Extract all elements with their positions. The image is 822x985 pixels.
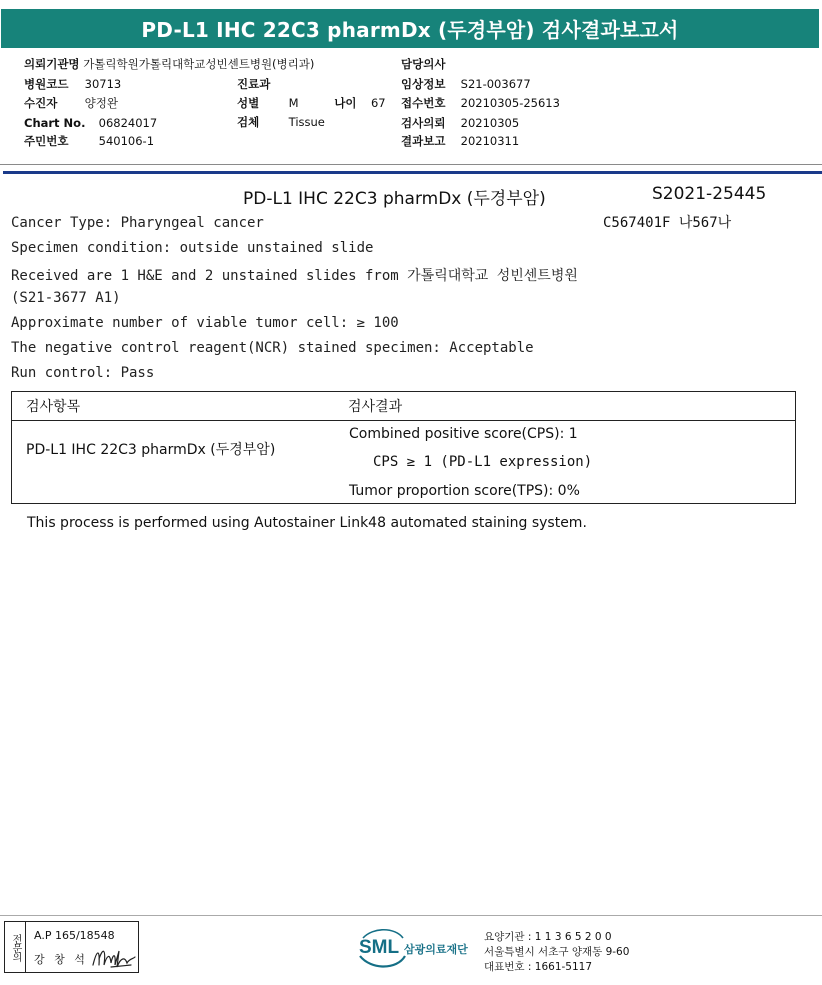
header-value: 20210305-25613: [460, 96, 560, 110]
process-note: This process is performed using Autostainer Link48 automated staining system.: [27, 515, 587, 531]
header-key: 성별: [237, 96, 260, 110]
header-value: 가톨릭학원가톨릭대학교성빈센트병원(병리과): [83, 57, 315, 71]
report-line: The negative control reagent(NCR) stained specimen: Acceptable: [11, 340, 534, 356]
header-key: 진료과: [237, 77, 271, 91]
header-value: S21-003677: [460, 77, 531, 91]
header-key: Chart No.: [24, 116, 86, 130]
result-tps: Tumor proportion score(TPS): 0%: [349, 483, 580, 499]
table-header-test: 검사항목: [26, 399, 81, 415]
header-row-report-date: [401, 134, 519, 148]
header-value: Tissue: [288, 115, 325, 129]
header-row-clinical-info: [401, 77, 531, 91]
report-line: Specimen condition: outside unstained slide: [11, 240, 374, 256]
footer-divider: [0, 915, 822, 916]
report-subtitle: PD-L1 IHC 22C3 pharmDx (두경부암): [243, 189, 546, 209]
header-value: 20210305: [460, 116, 520, 130]
header-row-request-date: [401, 116, 519, 130]
header-row-sex-age: [237, 96, 386, 110]
header-value: 540106-1: [98, 134, 155, 148]
sml-logo-text: SML: [359, 937, 400, 958]
table-header-divider: [12, 420, 795, 421]
header-value: 양정완: [84, 96, 118, 110]
report-line: Approximate number of viable tumor cell: ≥ 100: [11, 315, 399, 331]
header-value: 67: [370, 96, 386, 110]
report-line: Run control: Pass: [11, 365, 155, 381]
org-name: 삼광의료재단: [404, 943, 468, 956]
header-value: 20210311: [460, 134, 520, 148]
header-row-accession-no: [401, 96, 560, 110]
header-key: 임상정보: [401, 77, 446, 91]
specimen-code: C567401F 나567나: [603, 215, 732, 231]
report-line: Received are 1 H&E and 2 unstained slides from 가톨릭대학교 성빈센트병원: [11, 268, 578, 284]
header-key: 나이: [334, 96, 357, 110]
doctor-name: 강 창 석: [34, 953, 88, 966]
header-row-doctor: [401, 57, 449, 71]
header-value: 06824017: [98, 116, 158, 130]
header-value: M: [288, 96, 299, 110]
ap-number: A.P 165/18548: [34, 929, 115, 942]
header-key: 주민번호: [24, 134, 69, 148]
result-cps: Combined positive score(CPS): 1: [349, 426, 578, 442]
result-cps-expression: CPS ≥ 1 (PD-L1 expression): [373, 454, 593, 470]
header-row-hospital-code: [24, 77, 121, 91]
report-id: S2021-25445: [652, 184, 767, 204]
header-divider: [0, 164, 822, 165]
report-line: Cancer Type: Pharyngeal cancer: [11, 215, 264, 231]
header-key: 수진자: [24, 96, 58, 110]
table-header-result: 검사결과: [348, 399, 403, 415]
report-main-title: PD-L1 IHC 22C3 pharmDx (두경부암) 검사결과보고서: [141, 18, 679, 42]
header-row-resident-no: [24, 134, 154, 148]
header-key: 결과보고: [401, 134, 446, 148]
header-row-specimen: [237, 115, 325, 129]
care-institution-code: 요양기관 : 1 1 3 6 5 2 0 0: [484, 931, 612, 943]
header-key: 검사의뢰: [401, 116, 446, 130]
results-table: [11, 391, 796, 504]
header-row-chart-no: [24, 116, 157, 130]
org-phone: 대표번호 : 1661-5117: [484, 961, 593, 973]
specialist-signature-box: [4, 921, 139, 973]
section-divider: [3, 171, 822, 174]
handwritten-signature: [91, 945, 137, 971]
header-row-institution: [24, 57, 314, 71]
report-title-bar: [1, 9, 819, 48]
header-key: 접수번호: [401, 96, 446, 110]
specialist-label: 전문의: [5, 922, 26, 972]
report-line: (S21-3677 A1): [11, 290, 121, 306]
org-address: 서울특별시 서초구 양재동 9-60: [484, 946, 630, 958]
test-name-cell: PD-L1 IHC 22C3 pharmDx (두경부암): [26, 442, 276, 458]
header-row-department: [237, 77, 274, 91]
header-key: 담당의사: [401, 57, 446, 71]
header-row-patient: [24, 96, 118, 110]
header-key: 의뢰기관명: [24, 57, 80, 71]
header-key: 검체: [237, 115, 260, 129]
header-value: 30713: [84, 77, 122, 91]
header-key: 병원코드: [24, 77, 69, 91]
